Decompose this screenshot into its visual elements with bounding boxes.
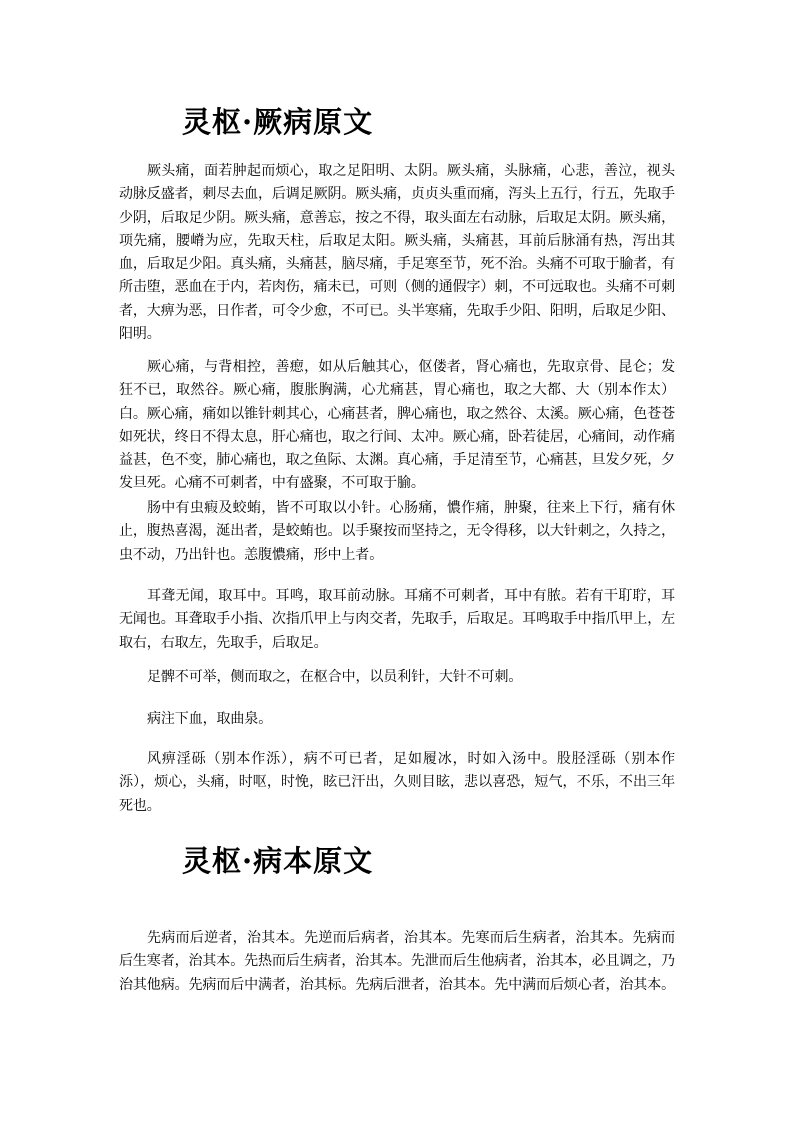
paragraph-jue-tou-tong: 厥头痛，面若肿起而烦心，取之足阳明、太阴。厥头痛，头脉痛，心悲，善泣，视头动脉反盛者，刺尽去血，后调足厥阴。厥头痛，贞贞头重而痛，泻头上五行，行五，先取手少阴，后取足少阴。厥头痛，意善忘，按之不得，取头面左右动脉，后取足太阴。厥头痛，项先痛，腰嵴为应，先取天柱，后取足太阳。厥头痛，头痛甚，耳前后脉涌有热，泻出其血，后取足少阳。真头痛，头痛甚，脑尽痛，手足寒至节，死不治。头痛不可取于腧者，有所击堕，恶血在于内，若肉伤，痛未已，可则（侧的通假字）刺，不可远取也。头痛不可刺者，大痹为恶，日作者，可令少愈，不可已。头半寒痛，先取手少阳、阳明，后取足少阳、阳明。 — [119, 163, 675, 343]
section-title-jue-bing: 灵枢·厥病原文 — [182, 105, 374, 139]
paragraph-bing-ben: 先病而后逆者，治其本。先逆而后病者，治其本。先寒而后生病者，治其本。先病而后生寒者，治其本。先热而后生病者，治其本。先泄而后生他病者，治其本，必且调之，乃治其他病。先病而后中满者，治其标。先病后泄者，治其本。先中满而后烦心者，治其本。 — [119, 930, 675, 993]
paragraph-zu-bi: 足髀不可举，侧而取之，在枢合中，以员利针，大针不可刺。 — [147, 669, 523, 685]
paragraph-er-long: 耳聋无闻，取耳中。耳鸣，取耳前动脉。耳痛不可刺者，耳中有脓。若有干耵聍，耳无闻也。耳聋取手小指、次指爪甲上与肉交者，先取手，后取足。耳鸣取手中指爪甲上，左取右，右取左，先取手，后取足。 — [119, 588, 675, 651]
paragraph-feng-bi: 风痹淫砾（别本作泺），病不可已者，足如履冰，时如入汤中。股胫淫砾（别本作泺），烦心，头痛，时呕，时悗，眩已汗出，久则目眩，悲以喜恐，短气，不乐，不出三年死也。 — [119, 751, 675, 814]
paragraph-bing-zhu-xia-xue: 病注下血，取曲泉。 — [147, 711, 273, 727]
section-title-bing-ben: 灵枢·病本原文 — [182, 844, 374, 878]
paragraph-jue-xin-tong: 厥心痛，与背相控，善瘛，如从后触其心，伛偻者，肾心痛也，先取京骨、昆仑；发狂不已，取然谷。厥心痛，腹胀胸满，心尤痛甚，胃心痛也，取之大都、大（别本作太）白。厥心痛，痛如以锥针刺其心，心痛甚者，脾心痛也，取之然谷、太溪。厥心痛，色苍苍如死状，终日不得太息，肝心痛也，取之行间、太冲。厥心痛，卧若徒居，心痛间，动作痛益甚，色不变，肺心痛也，取之鱼际、太渊。真心痛，手足清至节，心痛甚，旦发夕死，夕发旦死。心痛不可刺者，中有盛聚，不可取于腧。 — [119, 359, 675, 492]
paragraph-chang-zhong-chong: 肠中有虫瘕及蛟蛕，皆不可取以小针。心肠痛，憹作痛，肿聚，往来上下行，痛有休止，腹热喜渴，涎出者，是蛟蛕也。以手聚按而坚持之，无令得移，以大针刺之，久持之，虫不动，乃出针也。恙腹憹痛，形中上者。 — [119, 500, 675, 563]
